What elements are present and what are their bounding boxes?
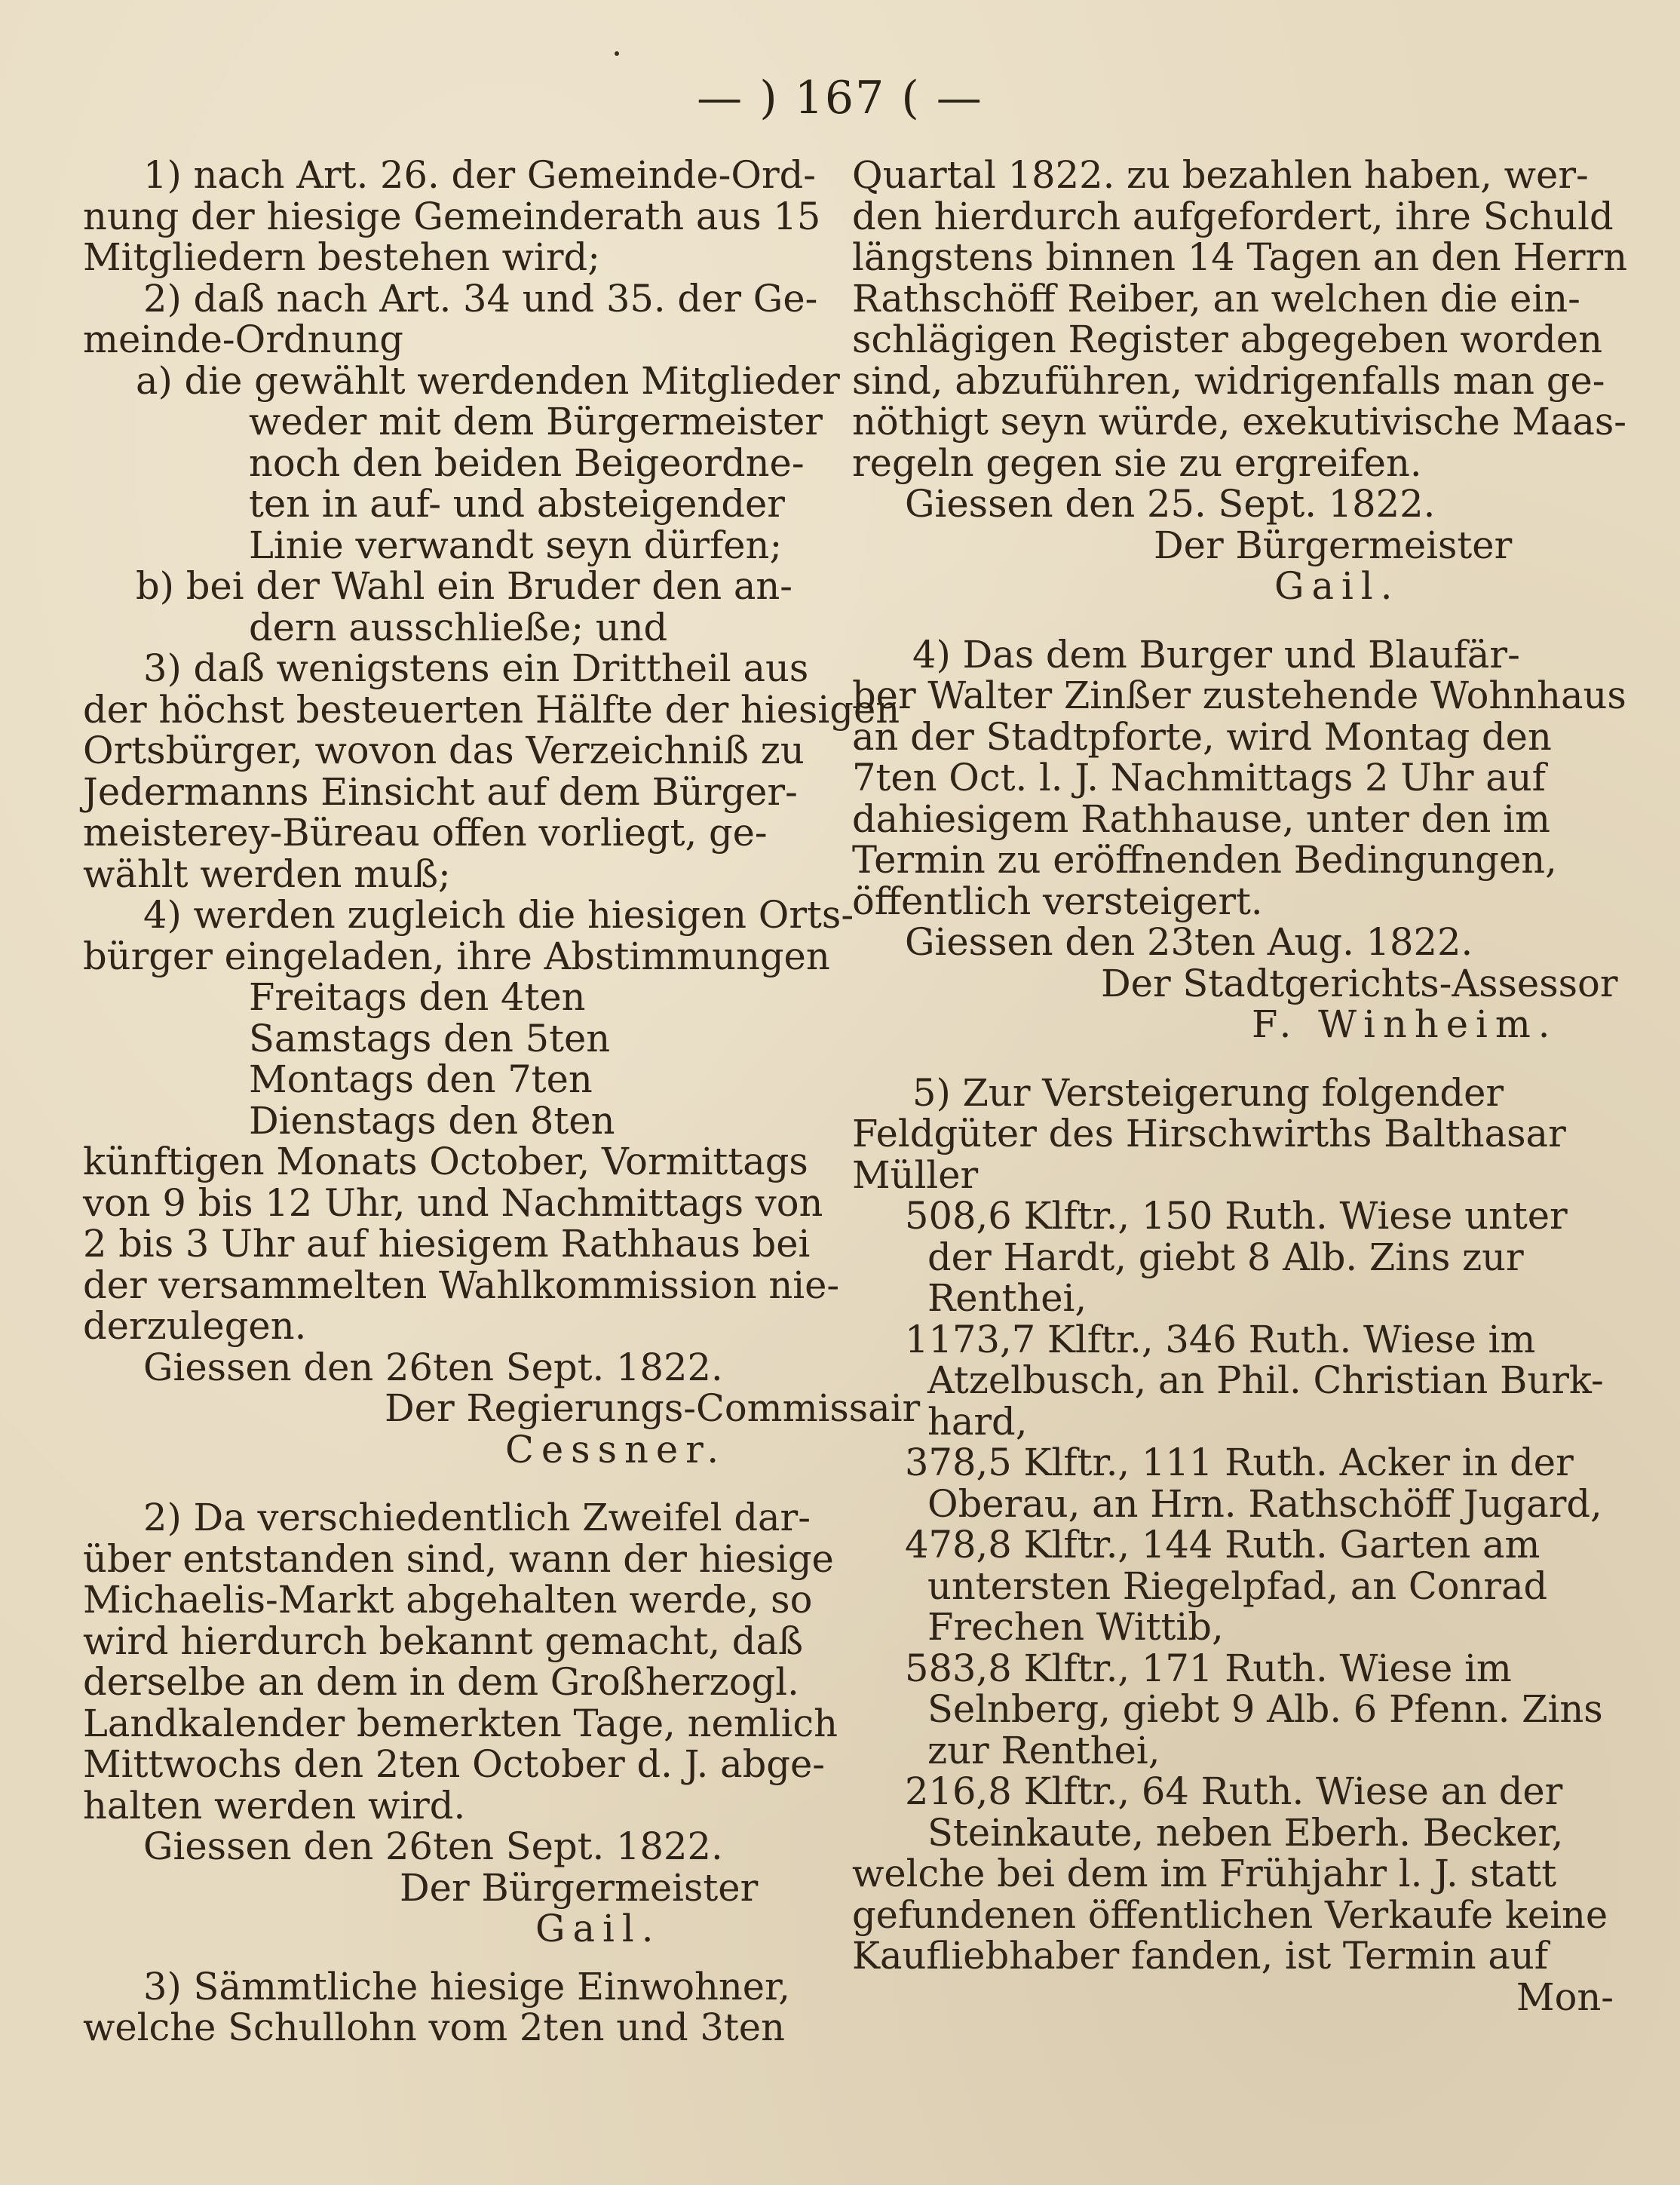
text-line: Termin zu eröffnenden Bedingungen, — [852, 838, 1557, 882]
text-line: Gail. — [535, 1907, 661, 1950]
text-line: Rathschöff Reiber, an welchen die ein- — [852, 276, 1580, 321]
text-line: Steinkaute, neben Eberh. Becker, — [927, 1810, 1564, 1855]
text-line: Cessner. — [505, 1427, 727, 1471]
text-line: wählt werden muß; — [83, 852, 451, 896]
ink-speck — [615, 51, 619, 56]
text-line: 2) daß nach Art. 34 und 35. der Ge- — [143, 276, 818, 321]
text-line: schlägigen Register abgegeben worden — [852, 318, 1602, 361]
text-line: regeln gegen sie zu ergreifen. — [852, 440, 1422, 485]
text-line: Müller — [852, 1152, 979, 1197]
text-line: der Hardt, giebt 8 Alb. Zins zur — [927, 1235, 1524, 1279]
right-column — [852, 153, 1628, 2019]
text-line: Mitgliedern bestehen wird; — [83, 235, 600, 279]
text-line: wird hierdurch bekannt gemacht, daß — [83, 1619, 804, 1663]
text-line: längstens binnen 14 Tagen an den Herrn — [852, 235, 1628, 279]
text-line: bürger eingeladen, ihre Abstimmungen — [83, 934, 830, 978]
text-line: Freitags den 4ten — [249, 975, 586, 1019]
text-line: Mittwochs den 2ten October d. J. abge- — [83, 1742, 826, 1786]
text-line: Quartal 1822. zu bezahlen haben, wer- — [852, 153, 1589, 197]
text-line: Der Bürgermeister — [1154, 523, 1513, 567]
text-line: Frechen Wittib, — [927, 1605, 1224, 1649]
text-line: derselbe an dem in dem Großherzogl. — [83, 1660, 799, 1704]
text-line: von 9 bis 12 Uhr, und Nachmittags von — [83, 1180, 823, 1225]
text-line: 3) daß wenigstens ein Drittheil aus — [143, 646, 809, 690]
text-line: 5) Zur Versteigerung folgender — [912, 1070, 1504, 1115]
text-line: 2 bis 3 Uhr auf hiesigem Rathhaus bei — [83, 1222, 811, 1266]
text-line: derzulegen. — [83, 1304, 307, 1348]
text-line: Dienstags den 8ten — [249, 1098, 615, 1143]
text-line: Der Stadtgerichts-Assessor — [1101, 961, 1618, 1005]
text-line: 4) werden zugleich die hiesigen Orts- — [143, 893, 854, 937]
text-line: 1173,7 Klftr., 346 Ruth. Wiese im — [905, 1317, 1536, 1361]
text-line: Der Regierungs-Commissair — [385, 1386, 921, 1430]
page-header: — ) 167 ( — — [697, 72, 983, 124]
text-line: künftigen Monats October, Vormittags — [83, 1140, 808, 1183]
text-line: Atzelbusch, an Phil. Christian Burk- — [927, 1358, 1604, 1402]
paragraph-gap — [83, 1950, 848, 1966]
text-line: Oberau, an Hrn. Rathschöff Jugard, — [927, 1481, 1602, 1526]
text-line: an der Stadtpforte, wird Montag den — [852, 714, 1552, 759]
text-line: 7ten Oct. l. J. Nachmittags 2 Uhr auf — [852, 756, 1546, 799]
text-line: gefundenen öffentlichen Verkaufe keine — [852, 1892, 1608, 1937]
text-line: Giessen den 25. Sept. 1822. — [905, 482, 1436, 526]
text-line: dern ausschließe; und — [249, 605, 668, 649]
text-line: nung der hiesige Gemeinderath aus 15 — [83, 194, 821, 238]
text-line: Giessen den 23ten Aug. 1822. — [905, 920, 1473, 964]
text-line: noch den beiden Beigeordne- — [249, 440, 805, 485]
text-line: 478,8 Klftr., 144 Ruth. Garten am — [905, 1523, 1541, 1567]
text-line: 3) Sämmtliche hiesige Einwohner, — [143, 1964, 791, 2009]
text-line: untersten Riegelpfad, an Conrad — [927, 1564, 1548, 1608]
text-line: den hierdurch aufgefordert, ihre Schuld — [852, 194, 1614, 238]
text-line: sind, abzuführen, widrigenfalls man ge- — [852, 358, 1605, 403]
text-line: meisterey-Büreau offen vorliegt, ge- — [83, 811, 768, 855]
text-line: Mon- — [1516, 1975, 1614, 2019]
text-line: Michaelis-Markt abgehalten werde, so — [83, 1578, 813, 1622]
text-line: Renthei, — [927, 1276, 1087, 1320]
text-line: ten in auf- und absteigender — [249, 482, 785, 526]
text-line: nöthigt seyn würde, exekutivische Maas- — [852, 400, 1627, 443]
text-line: a) die gewählt werdenden Mitglieder — [136, 358, 840, 403]
text-line: Kaufliebhaber fanden, ist Termin auf — [852, 1934, 1549, 1978]
text-line: Landkalender bemerkten Tage, nemlich — [83, 1701, 838, 1745]
text-line: F. Winheim. — [1252, 1002, 1558, 1046]
paragraph-gap — [852, 1045, 1621, 1073]
paragraph-gap — [852, 607, 1621, 634]
text-line: 378,5 Klftr., 111 Ruth. Acker in der — [905, 1441, 1574, 1484]
text-line: b) bei der Wahl ein Bruder den an- — [136, 564, 792, 608]
text-line: über entstanden sind, wann der hiesige — [83, 1536, 834, 1581]
text-line: Gail. — [1274, 564, 1400, 608]
text-line: Jedermanns Einsicht auf dem Bürger- — [83, 769, 798, 814]
text-line: Feldgüter des Hirschwirths Balthasar — [852, 1112, 1566, 1155]
text-line: Samstags den 5ten — [249, 1016, 611, 1060]
text-line: meinde-Ordnung — [83, 318, 403, 361]
text-line: der versammelten Wahlkommission nie- — [83, 1263, 840, 1307]
text-line: dahiesigem Rathhause, unter den im — [852, 796, 1550, 841]
text-line: 216,8 Klftr., 64 Ruth. Wiese an der — [905, 1769, 1563, 1813]
text-line: welche bei dem im Frühjahr l. J. statt — [852, 1852, 1557, 1895]
text-line: 2) Da verschiedentlich Zweifel dar- — [143, 1496, 811, 1539]
text-line: 4) Das dem Burger und Blaufär- — [912, 632, 1520, 677]
text-line: zur Renthei, — [927, 1728, 1160, 1772]
text-line: Montags den 7ten — [249, 1057, 593, 1101]
text-line: 583,8 Klftr., 171 Ruth. Wiese im — [905, 1646, 1512, 1690]
text-line: 1) nach Art. 26. der Gemeinde-Ord- — [143, 153, 817, 197]
paragraph-gap — [83, 1470, 848, 1497]
text-line: ber Walter Zinßer zustehende Wohnhaus — [852, 674, 1626, 717]
text-line: welche Schullohn vom 2ten und 3ten — [83, 2005, 785, 2049]
text-line: Giessen den 26ten Sept. 1822. — [143, 1824, 723, 1868]
text-line: Selnberg, giebt 9 Alb. 6 Pfenn. Zins — [927, 1687, 1603, 1731]
text-line: öffentlich versteigert. — [852, 879, 1263, 923]
text-line: hard, — [927, 1399, 1028, 1444]
text-line: Ortsbürger, wovon das Verzeichniß zu — [83, 729, 805, 772]
text-line: halten werden wird. — [83, 1783, 466, 1827]
text-line: Linie verwandt seyn dürfen; — [249, 523, 783, 567]
text-line: weder mit dem Bürgermeister — [249, 400, 823, 443]
text-line: Giessen den 26ten Sept. 1822. — [143, 1345, 723, 1389]
text-line: 508,6 Klftr., 150 Ruth. Wiese unter — [905, 1194, 1568, 1238]
text-line: der höchst besteuerten Hälfte der hiesigen — [83, 687, 900, 732]
text-line: Der Bürgermeister — [400, 1865, 759, 1910]
